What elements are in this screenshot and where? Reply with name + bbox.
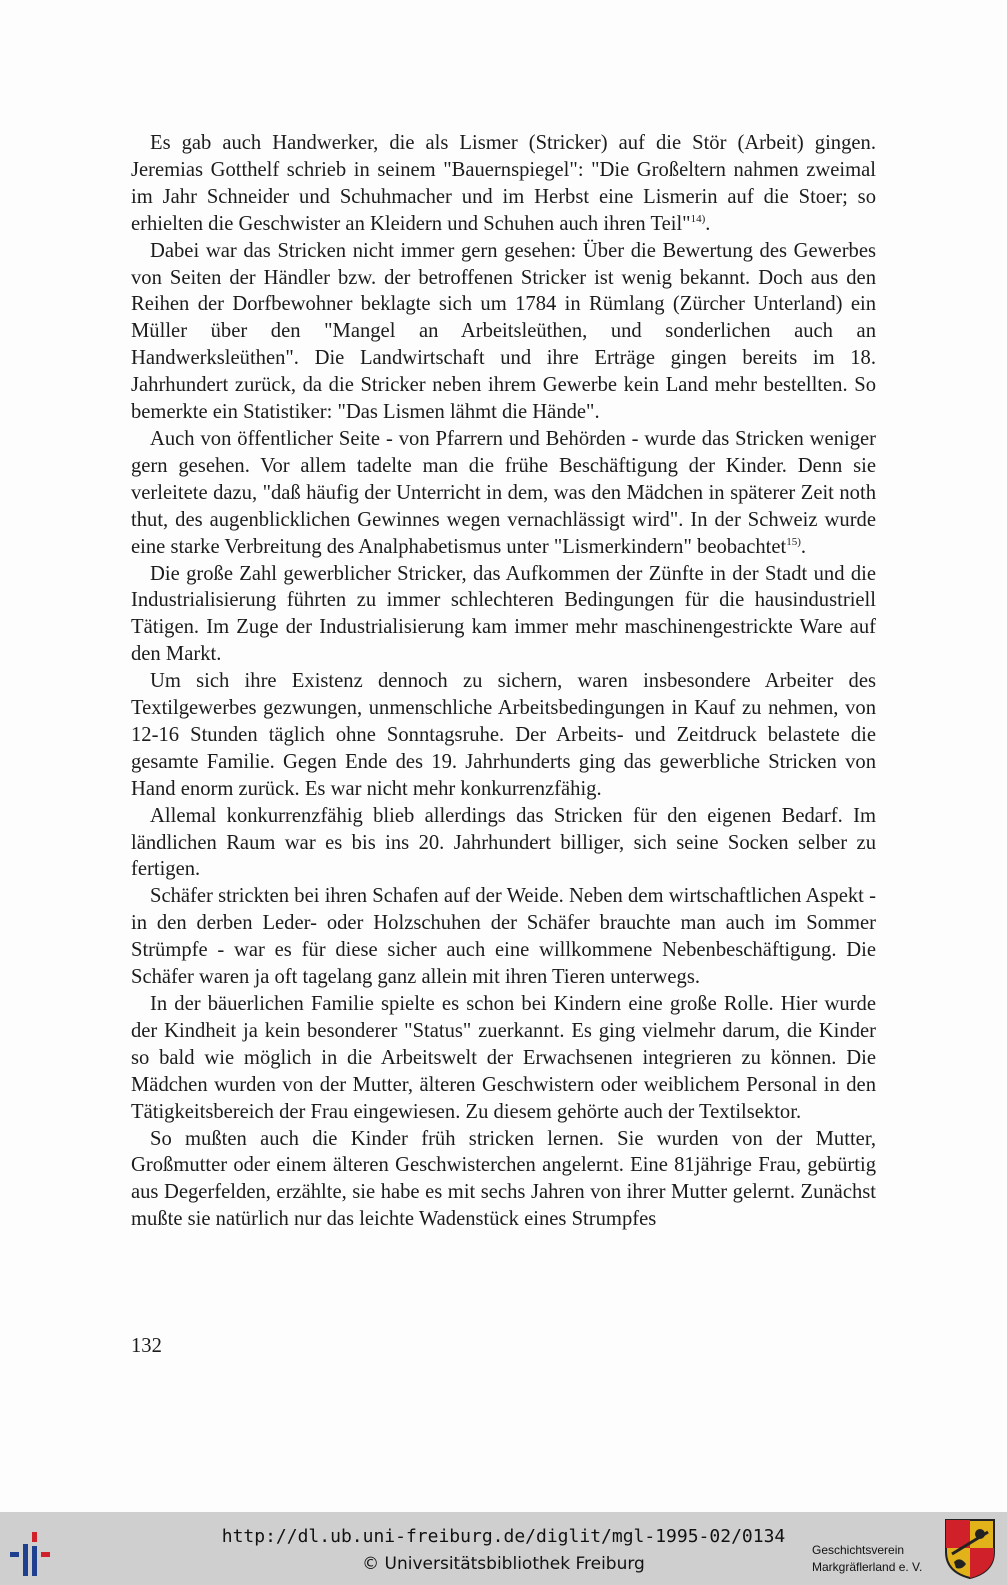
- viewer-footer: [0, 1512, 1007, 1585]
- page-number: 132: [131, 1335, 162, 1357]
- source-url-link[interactable]: http://dl.ub.uni-freiburg.de/diglit/mgl-1995-02/0134: [221, 1526, 786, 1547]
- paragraph: Auch von öffentlicher Seite - von Pfarrern und Behörden - wurde das Stricken weniger gern gesehen. Vor allem tadelte man die frühe Beschäftigung der Kinder. Denn sie verleitete dazu, "daß häufig der Unterricht in dem, was den Mädchen in späterer Zeit noth thut, des augenblicklichen Gewinnes wegen vernachlässigt wird". In der Schweiz wurde eine starke Verbreitung des Analphabetismus unter "Lismerkindern" beobachtet$^{15)}$.: [131, 427, 876, 558]
- footnote-ref: 14): [690, 212, 706, 225]
- paragraph: Es gab auch Handwerker, die als Lismer (Stricker) auf die Stör (Arbeit) gingen. Jeremias Gotthelf schrieb in seinem "Bauernspiegel": "Die Großeltern nahmen zweimal im Jahr Schneider und Schuhmacher und im Herbst eine Lismerin auf die Stoer; so erhielten die Geschwister an Kleidern und Schuhen auch ihren Teil"$^{14)}$.: [131, 132, 876, 235]
- footnote-ref: 15): [786, 535, 801, 548]
- society-line: Markgräflerland e. V.: [812, 1560, 923, 1574]
- body-text: [131, 130, 876, 1233]
- paragraph: In der bäuerlichen Familie spielte es schon bei Kindern eine große Rolle. Hier wurde der Kindheit ja kein besonderer "Status" zuerkannt. Es ging vielmehr darum, die Kinder so bald wie möglich in die Arbeitswelt der Erwachsenen integrieren zu können. Die Mädchen wurden von der Mutter, älteren Geschwistern oder weiblichem Personal in den Tätigkeitsbereich der Frau eingewiesen. Zu diesem gehörte auch der Textilsektor.: [131, 993, 876, 1123]
- copyright-text: © Universitätsbibliothek Freiburg: [362, 1554, 645, 1574]
- paragraph: Allemal konkurrenzfähig blieb allerdings das Stricken für den eigenen Bedarf. Im ländlichen Raum war es bis ins 20. Jahrhundert billiger, sich seine Socken selber zu fertigen.: [131, 804, 876, 881]
- coat-of-arms-icon: [944, 1518, 996, 1580]
- society-line: Geschichtsverein: [812, 1543, 905, 1557]
- paragraph: Dabei war das Stricken nicht immer gern gesehen: Über die Bewertung des Gewerbes von Seiten der Händler bzw. der betroffenen Stricker ist wenig bekannt. Doch aus den Reihen der Dorfbewohner beklagte sich um 1784 in Rümlang (Zürcher Unterland) ein Müller über den "Mangel an Arbeitsleüthen, und sonderlichen auch an Handwerksleüthen". Die Landwirtschaft und ihre Erträge gingen bereits im 18. Jahrhundert zurück, da die Stricker neben ihrem Gewerbe kein Land mehr bestellten. So bemerkte ein Statistiker: "Das Lismen lähmt die Hände".: [131, 239, 876, 424]
- paragraph: Um sich ihre Existenz dennoch zu sichern, waren insbesondere Arbeiter des Textilgewerbes gezwungen, unmenschliche Arbeitsbedingungen in Kauf zu nehmen, von 12-16 Stunden täglich ohne Sonntagsruhe. Der Arbeits- und Zeitdruck belastete die gesamte Familie. Gegen Ende des 19. Jahrhunderts ging das gewerbliche Stricken von Hand enorm zurück. Es war nicht mehr konkurrenzfähig.: [131, 670, 876, 800]
- society-name: [812, 1542, 942, 1576]
- paragraph: Schäfer strickten bei ihren Schafen auf der Weide. Neben dem wirtschaftlichen Aspekt - in den derben Leder- oder Holzschuhen der Schäfer brauchte man auch im Sommer Strümpfe - war es für diese sicher auch eine willkommene Nebenbeschäftigung. Die Schäfer waren ja oft tagelang ganz allein mit ihren Tieren unterwegs.: [131, 885, 876, 989]
- paragraph: So mußten auch die Kinder früh stricken lernen. Sie wurden von der Mutter, Großmutter oder einem älteren Geschwisterchen angelernt. Eine 81jährige Frau, gebürtig aus Degerfelden, erzählte, sie habe es mit sechs Jahren von ihrer Mutter gelernt. Zunächst mußte sie natürlich nur das leichte Wadenstück eines Strumpfes: [131, 1127, 876, 1231]
- paragraph: Die große Zahl gewerblicher Stricker, das Aufkommen der Zünfte in der Stadt und die Industrialisierung führten zu immer schlechteren Bedingungen für die hausindustriell Tätigen. Im Zuge der Industrialisierung kam immer mehr maschinengestrickte Ware auf den Markt.: [131, 562, 876, 666]
